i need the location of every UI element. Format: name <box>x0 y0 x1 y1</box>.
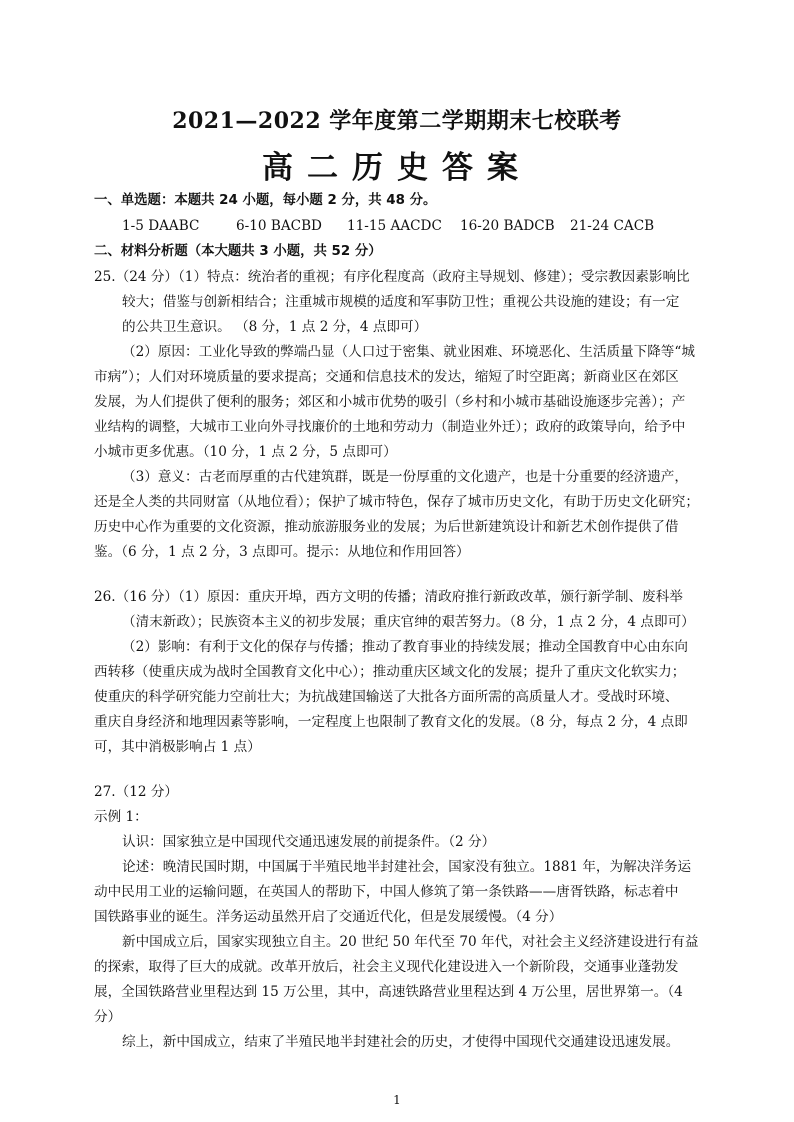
q26-line: 使重庆的科学研究能力空前壮大；为抗战建国输送了大批各方面所需的高质量人才。受战时环境、 <box>94 689 679 705</box>
q27-line: 新中国成立后，国家实现独立自主。20 世纪 50 年代至 70 年代，对社会主义经济建设进行有益 <box>122 934 699 950</box>
q27-line: 国铁路事业的诞生。洋务运动虽然开启了交通近代化，但是发展缓慢。（4 分） <box>94 909 563 925</box>
q26-line: 26.（16 分）（1）原因：重庆开埠，西方文明的传播；清政府推行新政改革，颁行新学制、废科举 <box>94 589 683 605</box>
q27-line: 示例 1： <box>94 809 148 825</box>
q25-line: （3）意义：古老而厚重的古代建筑群，既是一份厚重的文化遗产，也是十分重要的经济遗产， <box>122 469 688 485</box>
q25-line: 鉴。（6 分，1 点 2 分，3 点即可。提示：从地位和作用回答） <box>94 544 470 560</box>
q25-line: 市病”）；人们对环境质量的要求提高；交通和信息技术的发达，缩短了时空距离；新商业区在郊区 <box>94 369 679 385</box>
q25-line: 较大；借鉴与创新相结合；注重城市规模的适度和军事防卫性；重视公共设施的建设；有一定 <box>122 294 680 310</box>
q25-line: 25.（24 分）（1）特点：统治者的重视；有序化程度高（政府主导规划、修建）；受宗教因素影响比 <box>94 269 690 285</box>
q26-line: （2）影响：有利于文化的保存与传播；推动了教育事业的持续发展；推动全国教育中心由东向 <box>122 639 688 655</box>
q26-line: （清末新政）；民族资本主义的初步发展；重庆官绅的艰苦努力。（8 分，1 点 2 分，4 点即可） <box>122 614 695 630</box>
q27-line: 27.（12 分） <box>94 784 179 800</box>
q25-line: 发展，为人们提供了便利的服务；郊区和小城市优势的吸引（乡村和小城市基础设施逐步完善）；产 <box>94 394 686 410</box>
q27-line: 展，全国铁路营业里程达到 15 万公里，其中，高速铁路营业里程达到 4 万公里，居世界第一。（4 <box>94 984 683 1000</box>
q26-line: 可，其中消极影响占 1 点） <box>94 739 261 755</box>
q25-line: （2）原因：工业化导致的弊端凸显（人口过于密集、就业困难、环境恶化、生活质量下降等“城 <box>122 344 695 360</box>
answer-group: 11-15 AACDC <box>347 218 442 234</box>
q25-line: 还是全人类的共同财富（从地位看）；保护了城市特色，保存了城市历史文化，有助于历史文化研究； <box>94 494 699 510</box>
page-title: 2021—2022 学年度第二学期期末七校联考 <box>172 108 622 134</box>
q27-line: 动中民用工业的运输问题，在英国人的帮助下，中国人修筑了第一条铁路——唐胥铁路，标志着中 <box>94 884 679 900</box>
page-subtitle: 高二历史答案 <box>262 150 532 186</box>
q25-line: 业结构的调整，大城市工业向外寻找廉价的土地和劳动力（制造业外迁）；政府的政策导向，给予中 <box>94 419 686 435</box>
q25-line: 小城市更多优惠。（10 分，1 点 2 分，5 点即可） <box>94 444 397 460</box>
q25-line: 的公共卫生意识。 （8 分，1 点 2 分，4 点即可） <box>122 319 428 335</box>
page-number: 1 <box>393 1093 401 1107</box>
q25-line: 历史中心作为重要的文化资源，推动旅游服务业的发展；为后世新建筑设计和新艺术创作提供了借 <box>94 519 679 535</box>
q27-line: 论述：晚清民国时期，中国属于半殖民地半封建社会，国家没有独立。1881 年，为解决洋务运 <box>122 859 692 875</box>
answer-group: 6-10 BACBD <box>236 218 322 234</box>
section1-heading: 一、单选题：本题共 24 小题，每小题 2 分，共 48 分。 <box>94 193 437 208</box>
answer-group: 16-20 BADCB <box>460 218 555 234</box>
q26-line: 重庆自身经济和地理因素等影响，一定程度上也限制了教育文化的发展。（8 分，每点 2 分，4 点即 <box>94 714 688 730</box>
section2-heading: 二、材料分析题（本大题共 3 小题，共 52 分） <box>94 244 382 259</box>
q26-line: 西转移（使重庆成为战时全国教育文化中心）；推动重庆区域文化的发展；提升了重庆文化软实力； <box>94 664 686 680</box>
q27-line: 分） <box>94 1009 122 1025</box>
q27-line: 的探索，取得了巨大的成就。改革开放后，社会主义现代化建设进入一个新阶段，交通事业蓬勃发 <box>94 959 679 975</box>
q27-line: 综上，新中国成立，结束了半殖民地半封建社会的历史，才使得中国现代交通建设迅速发展。 <box>122 1034 680 1050</box>
q27-line: 认识：国家独立是中国现代交通迅速发展的前提条件。（2 分） <box>122 834 496 850</box>
answer-group: 1-5 DAABC <box>122 218 200 234</box>
answer-group: 21-24 CACB <box>570 218 655 234</box>
